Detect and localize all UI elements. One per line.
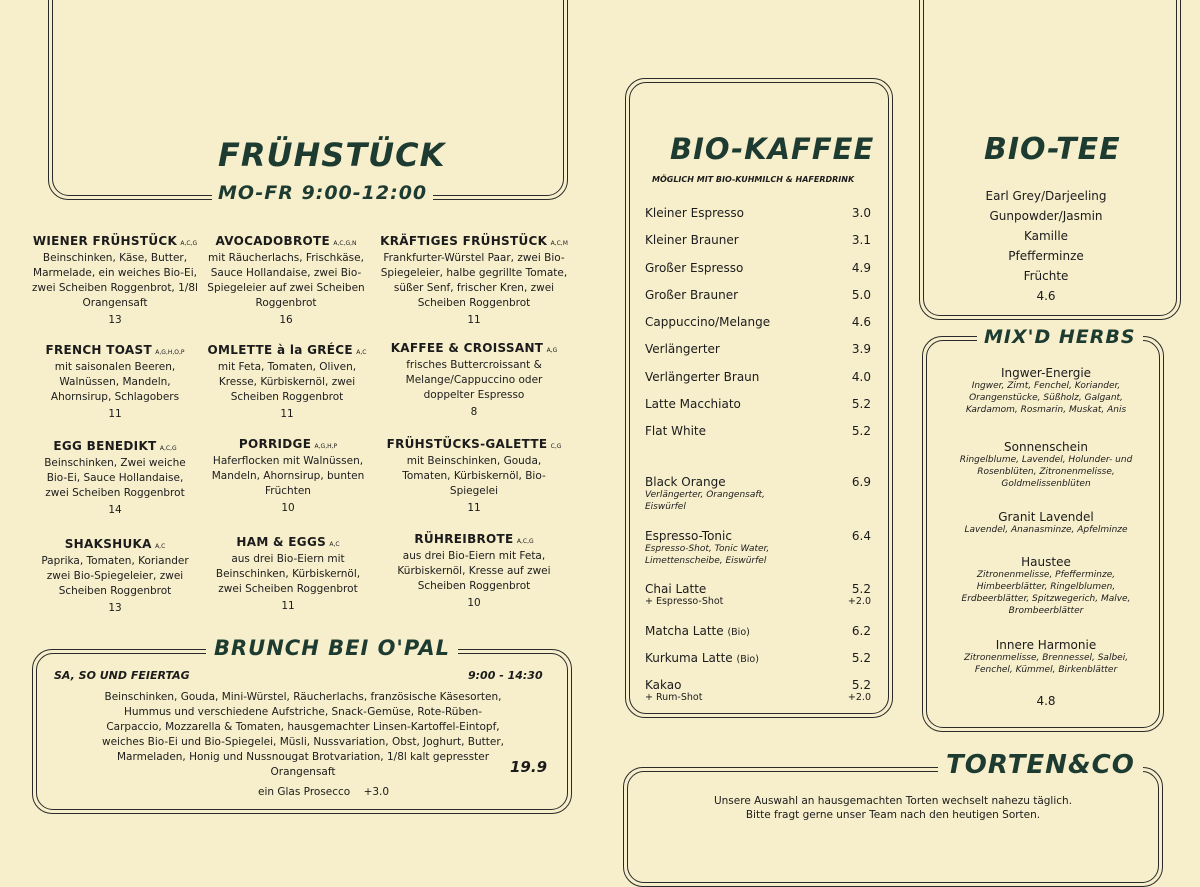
- item-price: 14: [108, 504, 122, 516]
- tee-item: Earl Grey/Darjeeling: [985, 189, 1107, 203]
- item-name: AVOCADOBROTE: [215, 234, 331, 248]
- drink-extra: + Espresso-Shot: [645, 596, 724, 607]
- torten-frame: [623, 767, 1163, 887]
- herb-desc: Zitronenmelisse, Brennessel, Salbei, Fenchel, Kümmel, Birkenblätter: [963, 653, 1129, 675]
- drink-row: [645, 233, 871, 260]
- item-price: 11: [281, 600, 295, 612]
- herb-item: [930, 638, 1162, 676]
- item-desc: mit Beinschinken, Gouda, Tomaten, Kürbiskernöl, Bio-Spiegelei: [402, 455, 546, 497]
- drink-special: [645, 475, 871, 513]
- tee-item: Pfefferminze: [1008, 249, 1084, 263]
- torten-title: TORTEN&CO: [938, 750, 1143, 780]
- drink-name: Chai Latte: [645, 582, 707, 596]
- item-allergens: A,C,G: [180, 240, 198, 247]
- drink-price: 5.2: [851, 678, 871, 692]
- item-price: 8: [470, 406, 478, 418]
- drink-name: Kleiner Espresso: [645, 206, 745, 220]
- herb-name: Granit Lavendel: [998, 510, 1094, 524]
- drink-price: 5.2: [851, 651, 871, 665]
- item-name: KAFFEE & CROISSANT: [390, 341, 544, 355]
- item-name: OMLETTE à la GRÉCE: [207, 343, 353, 357]
- brunch-desc: Beinschinken, Gouda, Mini-Würstel, Räucherlachs, französische Käsesorten, Hummus und verschiedene Aufstriche, Snack-Gemüse, Rote-Rüben-Carpaccio, Mozzarella & Tomaten, hausgemachter Linsen-Kartoffel-Eintopf, weiches Bio-Ei und Bio-Spiegelei, Müsli, Nussvariation, Obst, Joghurt, Butter, Marmeladen, Honig und Nussnougat Brotvariation, 1/8l kalt gepresster Orangensaft: [102, 691, 504, 778]
- herb-desc: Ingwer, Zimt, Fenchel, Koriander, Orangenstücke, Süßholz, Galgant, Kardamom, Rosmarin, Muskat, Anis: [965, 381, 1127, 415]
- menu-item: [210, 437, 366, 516]
- drink-desc: Espresso-Shot, Tonic Water, Limettenscheibe, Eiswürfel: [645, 544, 770, 566]
- herbs-title: MIX'D HERBS: [977, 326, 1143, 348]
- item-desc: Haferflocken mit Walnüssen, Mandeln, Ahornsirup, bunten Früchten: [211, 455, 365, 497]
- herb-desc: Lavendel, Ananasminze, Apfelminze: [964, 525, 1128, 535]
- herb-name: Innere Harmonie: [995, 638, 1097, 652]
- drink-price: 3.9: [851, 342, 871, 357]
- item-price: 11: [280, 408, 294, 420]
- item-desc: Beinschinken, Zwei weiche Bio-Ei, Sauce Hollandaise, zwei Scheiben Roggenbrot: [44, 457, 186, 499]
- herb-name: Haustee: [1021, 555, 1071, 569]
- brunch-extra-label: ein Glas Prosecco: [258, 786, 351, 798]
- kaffee-list: [645, 206, 871, 452]
- drink-name: Verlängerter Braun: [645, 369, 760, 384]
- item-name: KRÄFTIGES FRÜHSTÜCK: [380, 234, 548, 248]
- drink-row: [645, 315, 871, 342]
- item-allergens: A,G,H,P: [314, 443, 338, 450]
- drink-row: [645, 342, 871, 369]
- drink-special: [645, 529, 871, 567]
- item-price: 11: [467, 314, 481, 326]
- item-allergens: A,C,G,N: [333, 240, 357, 247]
- herb-name: Sonnenschein: [1004, 440, 1088, 454]
- drink-row: [645, 206, 871, 233]
- item-desc: mit Räucherlachs, Frischkäse, Sauce Hollandaise, zwei Bio-Spiegeleier auf zwei Scheiben Roggenbrot: [207, 252, 365, 309]
- item-desc: mit saisonalen Beeren, Walnüssen, Mandeln, Ahornsirup, Schlagobers: [50, 361, 180, 403]
- menu-item: [206, 234, 366, 328]
- item-price: 11: [467, 502, 481, 514]
- tee-list: [946, 186, 1146, 306]
- item-name: EGG BENEDIKT: [53, 439, 157, 453]
- tee-item: Kamille: [1023, 229, 1069, 243]
- drink-extra: + Rum-Shot: [645, 692, 703, 703]
- item-desc: aus drei Bio-Eiern mit Feta, Kürbiskernöl, Kresse auf zwei Scheiben Roggenbrot: [397, 550, 551, 592]
- drink-name: Black Orange: [645, 475, 726, 489]
- item-allergens: A,G,H,O,P: [155, 349, 185, 356]
- menu-item: [38, 439, 192, 518]
- torten-line-1: Unsere Auswahl an hausgemachten Torten wechselt nahezu täglich.: [713, 795, 1073, 807]
- drink-matcha: [645, 624, 871, 638]
- menu-item: [388, 341, 560, 420]
- brunch-extra-price: +3.0: [363, 786, 390, 798]
- menu-item: [40, 343, 190, 422]
- herb-item: [930, 366, 1162, 416]
- drink-name: Kleiner Brauner: [645, 233, 739, 248]
- item-allergens: A,C,G: [516, 538, 534, 545]
- drink-name: Verlängerter: [645, 342, 720, 357]
- brunch-time: 9:00 - 14:30: [468, 669, 543, 682]
- item-name: FRENCH TOAST: [45, 343, 152, 357]
- drink-price: 4.9: [851, 260, 871, 275]
- kaffee-subtitle: MÖGLICH MIT BIO-KUHMILCH & HAFERDRINK: [652, 175, 855, 184]
- drink-chai: [645, 582, 871, 607]
- menu-item: [386, 437, 562, 516]
- menu-item: [380, 234, 568, 328]
- item-allergens: A,C: [356, 349, 367, 356]
- drink-name: Matcha Latte: [645, 624, 724, 638]
- drink-desc: Verlängerter, Orangensaft, Eiswürfel: [645, 490, 765, 512]
- tee-item: Gunpowder/Jasmin: [989, 209, 1103, 223]
- drink-row: [645, 261, 871, 288]
- drink-name: Flat White: [645, 424, 707, 439]
- drink-row: [645, 370, 871, 397]
- drink-row: [645, 424, 871, 451]
- drink-price: 6.9: [851, 475, 871, 489]
- drink-name: Kakao: [645, 678, 682, 692]
- drink-price: 5.0: [851, 287, 871, 302]
- drink-price: 6.4: [851, 529, 871, 543]
- torten-text: [640, 794, 1146, 822]
- drink-price: 5.2: [851, 397, 871, 412]
- item-name: RÜHREIBROTE: [414, 532, 514, 546]
- item-desc: mit Feta, Tomaten, Oliven, Kresse, Kürbiskernöl, zwei Scheiben Roggenbrot: [217, 361, 357, 403]
- item-price: 11: [108, 408, 122, 420]
- brunch-extra: [258, 786, 389, 798]
- item-allergens: A,C: [155, 543, 166, 550]
- drink-kurkuma: [645, 651, 871, 665]
- fruehstueck-title: FRÜHSTÜCK: [218, 136, 446, 174]
- drink-name: Latte Macchiato: [645, 397, 741, 412]
- herbs-price: 4.8: [1036, 694, 1056, 708]
- drink-price: 6.2: [851, 624, 871, 638]
- item-desc: Beinschinken, Käse, Butter, Marmelade, ein weiches Bio-Ei, zwei Scheiben Roggenbrot, 1/8l Orangensaft: [32, 252, 198, 309]
- torten-line-2: Bitte fragt gerne unser Team nach den heutigen Sorten.: [745, 809, 1041, 821]
- item-desc: Paprika, Tomaten, Koriander zwei Bio-Spiegeleier, zwei Scheiben Roggenbrot: [41, 555, 189, 597]
- menu-item: [208, 535, 368, 614]
- drink-name: Großer Brauner: [645, 287, 739, 302]
- item-price: 10: [467, 597, 481, 609]
- drink-name: Espresso-Tonic: [645, 529, 732, 543]
- tee-title: BIO-TEE: [984, 132, 1121, 167]
- brunch-price: 19.9: [510, 758, 548, 776]
- drink-price: 4.0: [851, 369, 871, 384]
- item-name: HAM & EGGS: [236, 535, 327, 549]
- kaffee-title: BIO-KAFFEE: [670, 132, 875, 166]
- item-name: WIENER FRÜHSTÜCK: [32, 234, 178, 248]
- item-name: FRÜHSTÜCKS-GALETTE: [386, 437, 548, 451]
- brunch-title: BRUNCH BEI O'PAL: [206, 636, 458, 660]
- herb-desc: Ringelblume, Lavendel, Holunder- und Rosenblüten, Zitronenmelisse, Goldmelissenblüten: [959, 455, 1133, 489]
- menu-item: [36, 537, 194, 616]
- item-allergens: A,C: [329, 541, 340, 548]
- item-allergens: A,C,M: [550, 240, 568, 247]
- item-name: PORRIDGE: [238, 437, 312, 451]
- drink-row: [645, 397, 871, 424]
- tee-price: 4.6: [1036, 289, 1056, 303]
- item-desc: aus drei Bio-Eiern mit Beinschinken, Kürbiskernöl, zwei Scheiben Roggenbrot: [215, 553, 361, 595]
- item-price: 16: [279, 314, 293, 326]
- menu-item: [30, 234, 200, 328]
- menu-item: [206, 343, 368, 422]
- drink-name: Kurkuma Latte: [645, 651, 733, 665]
- herb-item: [930, 510, 1162, 536]
- drink-price: 3.1: [851, 233, 871, 248]
- item-desc: frisches Buttercroissant & Melange/Cappuccino oder doppelter Espresso: [405, 359, 543, 401]
- tee-item: Früchte: [1023, 269, 1069, 283]
- drink-price: 5.2: [851, 424, 871, 439]
- item-name: SHAKSHUKA: [64, 537, 152, 551]
- drink-extra-price: +2.0: [847, 692, 871, 703]
- item-allergens: A,C,G: [159, 445, 177, 452]
- item-price: 13: [108, 314, 122, 326]
- drink-name: Großer Espresso: [645, 260, 744, 275]
- drink-tag: (Bio): [736, 654, 759, 665]
- drink-tag: (Bio): [727, 627, 750, 638]
- drink-price: 5.2: [851, 582, 871, 596]
- herb-item: [930, 555, 1162, 617]
- menu-item: [392, 532, 556, 611]
- herb-name: Ingwer-Energie: [1000, 366, 1092, 380]
- item-allergens: C,G: [550, 443, 562, 450]
- fruehstueck-hours: MO-FR 9:00-12:00: [212, 182, 433, 204]
- drink-extra-price: +2.0: [847, 596, 871, 607]
- herb-desc: Zitronenmelisse, Pfefferminze, Himbeerblätter, Ringelblumen, Erdbeerblätter, Spitzwegerich, Malve, Brombeerblätter: [961, 570, 1131, 616]
- drink-kakao: [645, 678, 871, 703]
- item-desc: Frankfurter-Würstel Paar, zwei Bio-Spiegeleier, halbe gegrillte Tomate, süßer Senf, frischer Kren, zwei Scheiben Roggenbrot: [380, 252, 568, 309]
- drink-price: 3.0: [851, 206, 871, 220]
- item-price: 13: [108, 602, 122, 614]
- drink-price: 4.6: [851, 315, 871, 330]
- herb-item: [930, 440, 1162, 490]
- brunch-days: SA, SO UND FEIERTAG: [54, 669, 190, 682]
- drink-row: [645, 288, 871, 315]
- drink-name: Cappuccino/Melange: [645, 315, 771, 330]
- item-allergens: A,G: [546, 347, 558, 354]
- item-price: 10: [281, 502, 295, 514]
